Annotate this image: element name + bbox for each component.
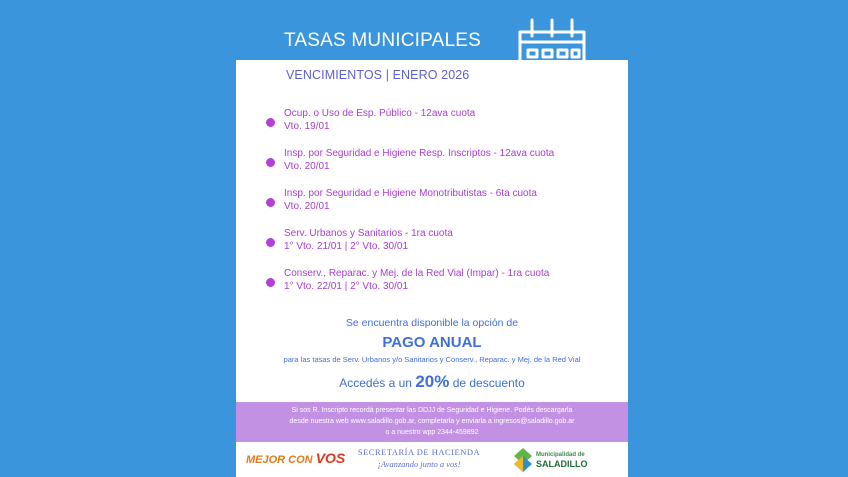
logo-text: VOS (315, 450, 346, 466)
promo-discount (236, 372, 628, 392)
tax-name: Ocup. o Uso de Esp. Público - 12ava cuota (284, 108, 476, 119)
due-date: 1° Vto. 22/01 | 2° Vto. 30/01 (284, 281, 409, 292)
promo-detail: para las tasas de Serv. Urbanos y/o Sanitarios y Conserv., Reparac. y Mej. de la Red Vial (283, 355, 581, 364)
subtitle: VENCIMIENTOS | ENERO 2026 (286, 68, 470, 82)
due-date: Vto. 20/01 (284, 201, 330, 212)
promo-heading: PAGO ANUAL (382, 334, 482, 351)
bullet-dot-icon (266, 278, 275, 287)
municipality-logo (512, 446, 622, 474)
notice-line: desde nuestra web www.saladillo.gob.ar, completarla y enviarla a ingresos@saladillo.gob.ar (289, 418, 575, 425)
municipality-label: Municipalidad de (536, 452, 585, 458)
list-item (266, 188, 626, 228)
department-name: SECRETARÍA DE HACIENDA (357, 447, 481, 457)
discount-suffix: de descuento (452, 376, 525, 390)
municipality-name: SALADILLO (536, 459, 588, 469)
notice-line: o a nuestro wpp 2344-459892 (385, 429, 479, 436)
list-item (266, 228, 626, 268)
tax-name: Insp. por Seguridad e Higiene Resp. Inscriptos - 12ava cuota (284, 148, 555, 159)
hacienda-logo (354, 447, 484, 469)
due-date-list (266, 108, 626, 308)
tax-name: Conserv., Reparac. y Mej. de la Red Vial (Impar) - 1ra cuota (284, 268, 550, 279)
content-card (236, 60, 628, 477)
notice-line: Si sos R. Inscripto recordá presentar las DDJJ de Seguridad e Higiene. Podés descargarla (291, 407, 573, 414)
promo-intro: Se encuentra disponible la opción de (345, 317, 519, 329)
mejor-con-vos-logo (246, 450, 345, 466)
annual-payment-promo (236, 317, 628, 392)
logo-text: MEJOR CON (246, 454, 313, 466)
department-slogan: ¡Avanzando junto a vos! (377, 459, 461, 469)
tax-name: Insp. por Seguridad e Higiene Monotributistas - 6ta cuota (284, 188, 537, 199)
page-title: TASAS MUNICIPALES (284, 30, 481, 51)
due-date: 1° Vto. 21/01 | 2° Vto. 30/01 (284, 241, 409, 252)
discount-percent: 20% (415, 372, 450, 391)
due-date: Vto. 20/01 (284, 161, 330, 172)
poster (236, 0, 628, 477)
discount-prefix: Accedés a un (339, 376, 412, 390)
tax-name: Serv. Urbanos y Sanitarios - 1ra cuota (284, 228, 453, 239)
list-item (266, 268, 626, 308)
footer (236, 442, 628, 477)
bullet-dot-icon (266, 238, 275, 247)
bullet-dot-icon (266, 198, 275, 207)
due-date: Vto. 19/01 (284, 121, 330, 132)
bullet-dot-icon (266, 158, 275, 167)
notice-banner (236, 402, 628, 442)
bullet-dot-icon (266, 118, 275, 127)
list-item (266, 148, 626, 188)
list-item (266, 108, 626, 148)
saladillo-logo-icon (512, 446, 534, 474)
